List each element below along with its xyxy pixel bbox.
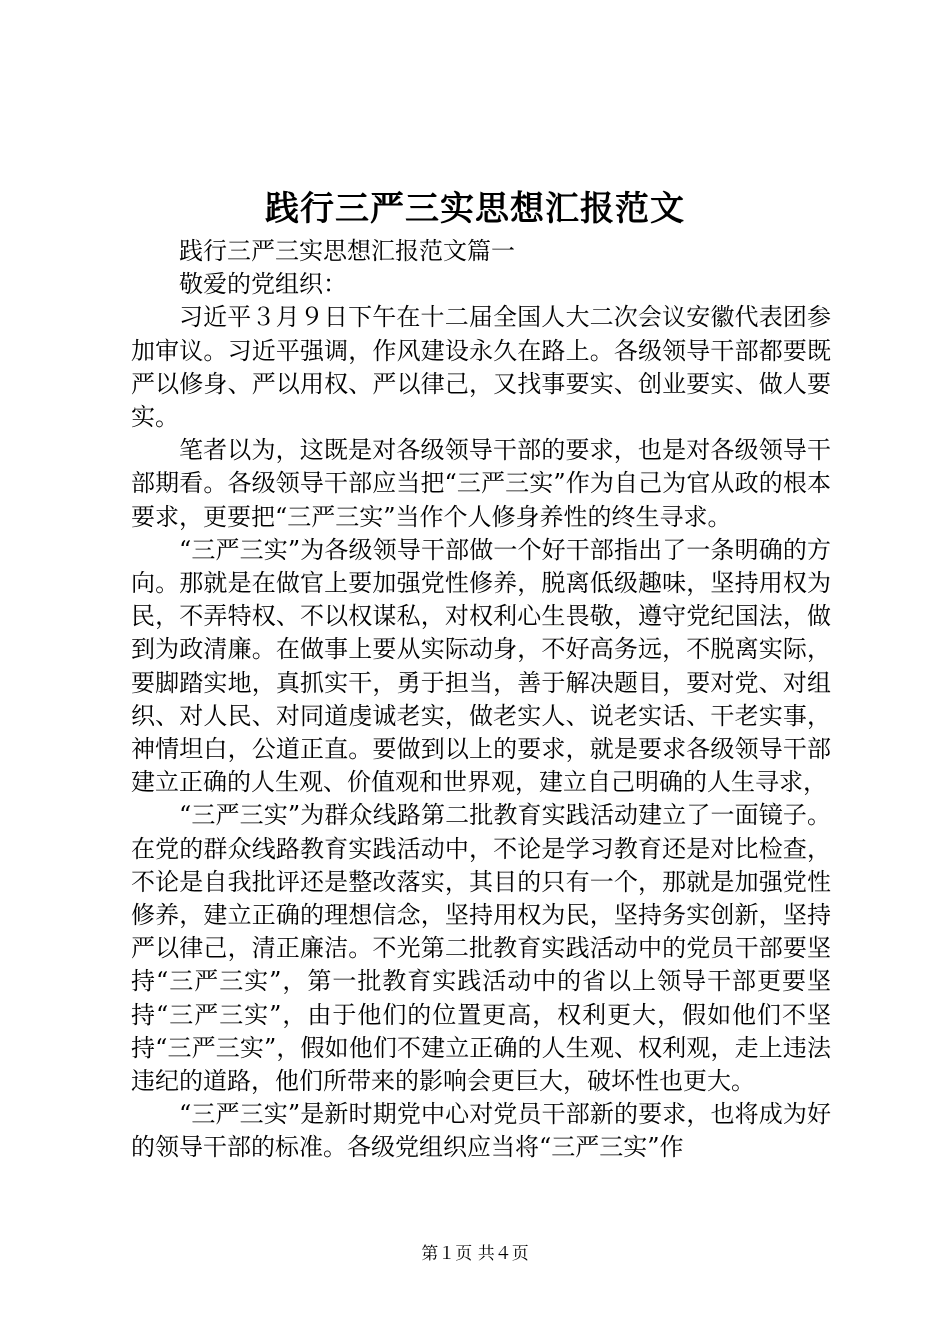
document-body (131, 235, 831, 1165)
paragraph: 笔者以为，这既是对各级领导干部的要求，也是对各级领导干部期看。各级领导干部应当把“三严三实”作为自己为官从政的根本要求，更要把“三严三实”当作个人修身养性的终生寻求。 (131, 436, 831, 531)
page-footer: 第１页 共４页 (421, 1244, 529, 1264)
paragraph-subtitle: 践行三严三实思想汇报范文篇一 (179, 237, 515, 265)
document-title: 践行三严三实思想汇报范文 (265, 189, 685, 229)
paragraph-salutation: 敬爱的党组织： (179, 270, 347, 299)
paragraph: “三严三实”是新时期党中心对党员干部新的要求，也将成为好的领导干部的标准。各级党组织应当将“三严三实”作 (131, 1100, 831, 1162)
paragraph: “三严三实”为群众线路第二批教育实践活动建立了一面镜子。在党的群众线路教育实践活动中，不论是学习教育还是对比检查，不论是自我批评还是整改落实，其目的只有一个，那就是加强党性修养，建立正确的理想信念，坚持用权为民，坚持务实创新，坚持严以律己，清正廉洁。不光第二批教育实践活动中的党员干部要坚持“三严三实”，第一批教育实践活动中的省以上领导干部更要坚持“三严三实”，由于他们的位置更高，权利更大，假如他们不坚持“三严三实”，假如他们不建立正确的人生观、权利观，走上违法违纪的道路，他们所带来的影响会更巨大，破坏性也更大。 (131, 801, 831, 1096)
paragraph: 习近平３月９日下午在十二届全国人大二次会议安徽代表团参加审议。习近平强调，作风建设永久在路上。各级领导干部都要既严以修身、严以用权、严以律己，又找事要实、创业要实、做人要实。 (131, 303, 831, 432)
paragraph: “三严三实”为各级领导干部做一个好干部指出了一条明确的方向。那就是在做官上要加强党性修养，脱离低级趣味，坚持用权为民，不弄特权、不以权谋私，对权利心生畏敬，遵守党纪国法，做到为政清廉。在做事上要从实际动身，不好高务远，不脱离实际，要脚踏实地，真抓实干，勇于担当，善于解决题目，要对党、对组织、对人民、对同道虔诚老实，做老实人、说老实话、干老实事，神情坦白，公道正直。要做到以上的要求，就是要求各级领导干部建立正确的人生观、价值观和世界观，建立自己明确的人生寻求， (131, 535, 831, 797)
